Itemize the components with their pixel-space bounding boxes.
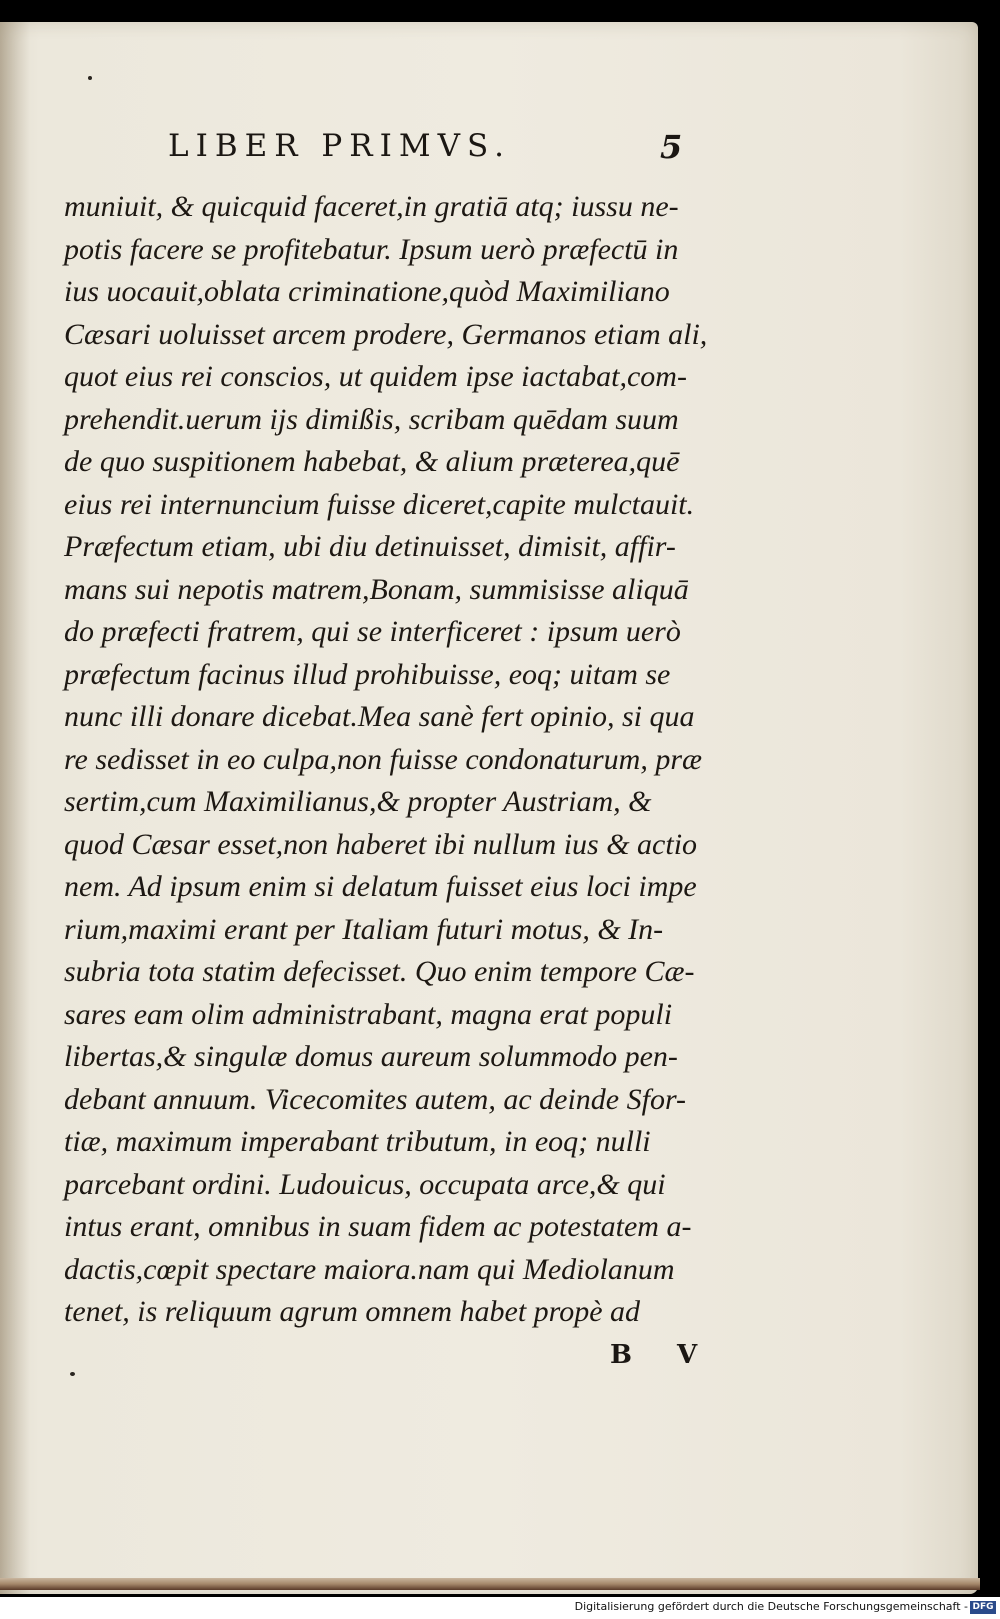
text-line: subria tota statim defecisset. Quo enim tempore Cæ- (64, 955, 695, 988)
text-line: sertim,cum Maximilianus,& propter Austriam, & (64, 785, 652, 818)
binding-gutter-shadow (0, 22, 30, 1594)
text-line: nem. Ad ipsum enim si delatum fuisset eius loci impe (64, 870, 697, 903)
text-line: præfectum facinus illud prohibuisse, eoq; uitam se (64, 657, 671, 691)
text-line: sares eam olim administrabant, magna erat populi (64, 997, 673, 1031)
page-bottom-edge (0, 1578, 980, 1590)
footer-bar (0, 1597, 1000, 1619)
ink-speck (70, 1372, 75, 1376)
text-line: mans sui nepotis matrem,Bonam, summisisse aliquā (64, 572, 689, 606)
text-line: debant annuum. Vicecomites autem, ac deinde Sfor- (64, 1082, 687, 1116)
text-line: rium,maximi erant per Italiam futuri motus, & In- (64, 912, 664, 946)
text-line: quod Cæsar esset,non haberet ibi nullum ius & actio (64, 827, 698, 861)
text-line: Præfectum etiam, ubi diu detinuisset, dimisit, affir- (64, 530, 676, 563)
dfg-logo: DFG (970, 1601, 996, 1614)
page-number: 5 (660, 128, 683, 166)
running-head: LIBER PRIMVS. (168, 128, 511, 164)
text-line: nunc illi donare dicebat.Mea sanè fert opinio, si qua (64, 700, 695, 733)
text-line: re sedisset in eo culpa,non fuisse condonaturum, præ (64, 742, 703, 776)
text-line: muniuit, & quicquid faceret,in gratiā atq; iussu ne- (64, 190, 679, 223)
signature-mark: B V (610, 1340, 716, 1370)
text-line: tiæ, maximum imperabant tributum, in eoq; nulli (64, 1125, 651, 1158)
text-line: Cæsari uoluisset arcem prodere, Germanos etiam ali, (64, 317, 708, 351)
text-line: intus erant, omnibus in suam fidem ac potestatem a- (64, 1210, 692, 1243)
text-line: potis facere se profitebatur. Ipsum uerò præfectū in (64, 232, 679, 266)
digitization-credit: Digitalisierung gefördert durch die Deutsche Forschungsgemeinschaft - (574, 1600, 968, 1613)
text-line: ius uocauit,oblata criminatione,quòd Maximiliano (64, 275, 670, 308)
body-text (64, 186, 754, 1334)
ink-speck (88, 76, 92, 80)
text-line: libertas,& singulæ domus aureum solummodo pen- (64, 1040, 678, 1073)
text-line: quot eius rei conscios, ut quidem ipse iactabat,com- (64, 360, 687, 393)
text-line: prehendit.uerum ijs dimißis, scribam quēdam suum (64, 402, 679, 436)
text-line: de quo suspitionem habebat, & alium præterea,quē (64, 445, 680, 478)
text-line: do præfecti fratrem, qui se interficeret : ipsum uerò (64, 615, 681, 648)
text-line: dactis,cœpit spectare maiora.nam qui Mediolanum (64, 1252, 675, 1286)
text-line: parcebant ordini. Ludouicus, occupata arce,& qui (64, 1167, 666, 1201)
text-line: eius rei internuncium fuisse diceret,capite mulctauit. (64, 487, 695, 521)
text-line: tenet, is reliquum agrum omnem habet propè ad (64, 1295, 641, 1328)
